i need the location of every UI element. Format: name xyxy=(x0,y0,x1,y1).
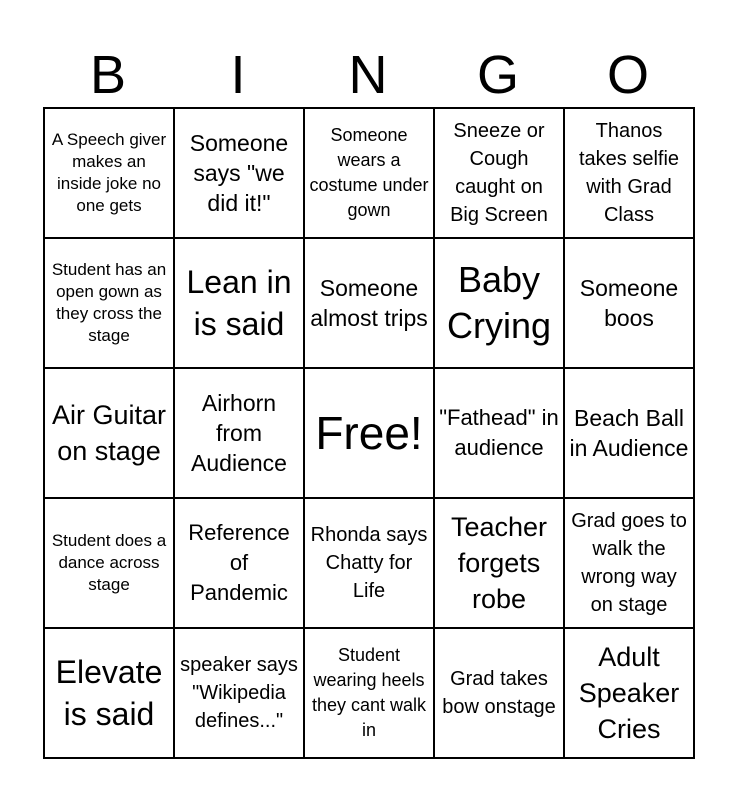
bingo-cell[interactable] xyxy=(564,108,694,238)
cell-text: Student wearing heels they cant walk in xyxy=(311,645,427,740)
bingo-cell[interactable] xyxy=(44,498,174,628)
cell-text: Lean in is said xyxy=(186,264,292,342)
bingo-cell[interactable] xyxy=(174,498,304,628)
cell-text: Elevate is said xyxy=(55,654,163,732)
cell-text: Grad takes bow onstage xyxy=(442,668,556,718)
bingo-cell[interactable] xyxy=(174,628,304,758)
bingo-cell[interactable] xyxy=(564,628,694,758)
bingo-cell[interactable] xyxy=(44,368,174,498)
bingo-cell[interactable] xyxy=(564,238,694,368)
bingo-cell[interactable] xyxy=(304,108,434,238)
bingo-cell[interactable] xyxy=(44,108,174,238)
cell-text: Student has an open gown as they cross the stage xyxy=(51,260,167,345)
header-letter-n: N xyxy=(348,45,388,105)
bingo-cell[interactable] xyxy=(174,238,304,368)
bingo-cell[interactable] xyxy=(304,498,434,628)
bingo-cell[interactable] xyxy=(434,108,564,238)
cell-text: Baby Crying xyxy=(446,259,552,346)
cell-text: Someone almost trips xyxy=(310,275,428,331)
bingo-cell[interactable] xyxy=(434,498,564,628)
bingo-cell[interactable] xyxy=(434,368,564,498)
bingo-cell[interactable] xyxy=(174,368,304,498)
header-letter-i: I xyxy=(230,45,246,105)
header-letter-b: B xyxy=(89,45,127,105)
bingo-board xyxy=(43,107,695,759)
cell-text: Someone wears a costume under gown xyxy=(309,125,429,220)
cell-text: "Fathead" in audience xyxy=(439,405,559,460)
cell-text: Teacher forgets robe xyxy=(450,512,548,614)
cell-text: Free! xyxy=(315,407,423,459)
bingo-cell[interactable] xyxy=(44,628,174,758)
bingo-cell[interactable] xyxy=(44,238,174,368)
cell-text: Grad goes to walk the wrong way on stage xyxy=(571,510,687,616)
cell-text: Airhorn from Audience xyxy=(191,390,287,476)
free-space[interactable] xyxy=(304,368,434,498)
cell-text: Beach Ball in Audience xyxy=(569,405,689,461)
bingo-cell[interactable] xyxy=(174,108,304,238)
cell-text: Sneeze or Cough caught on Big Screen xyxy=(450,120,548,226)
cell-text: Reference of Pandemic xyxy=(188,520,290,605)
cell-text: Thanos takes selfie with Grad Class xyxy=(578,120,680,226)
header-letter-o: O xyxy=(606,45,649,105)
bingo-cell[interactable] xyxy=(434,628,564,758)
bingo-cell[interactable] xyxy=(304,628,434,758)
bingo-cell[interactable] xyxy=(564,368,694,498)
cell-text: Air Guitar on stage xyxy=(51,400,167,466)
bingo-header xyxy=(43,46,693,104)
cell-text: A Speech giver makes an inside joke no one gets xyxy=(51,130,167,215)
header-letter-g: G xyxy=(476,45,519,105)
bingo-cell[interactable] xyxy=(564,498,694,628)
cell-text: speaker says "Wikipedia defines..." xyxy=(180,654,298,732)
bingo-cell[interactable] xyxy=(434,238,564,368)
cell-text: Adult Speaker Cries xyxy=(578,642,680,744)
bingo-cell[interactable] xyxy=(304,238,434,368)
cell-text: Student does a dance across stage xyxy=(51,531,167,594)
cell-text: Someone says "we did it!" xyxy=(189,130,289,216)
cell-text: Rhonda says Chatty for Life xyxy=(310,524,428,602)
cell-text: Someone boos xyxy=(579,275,679,331)
